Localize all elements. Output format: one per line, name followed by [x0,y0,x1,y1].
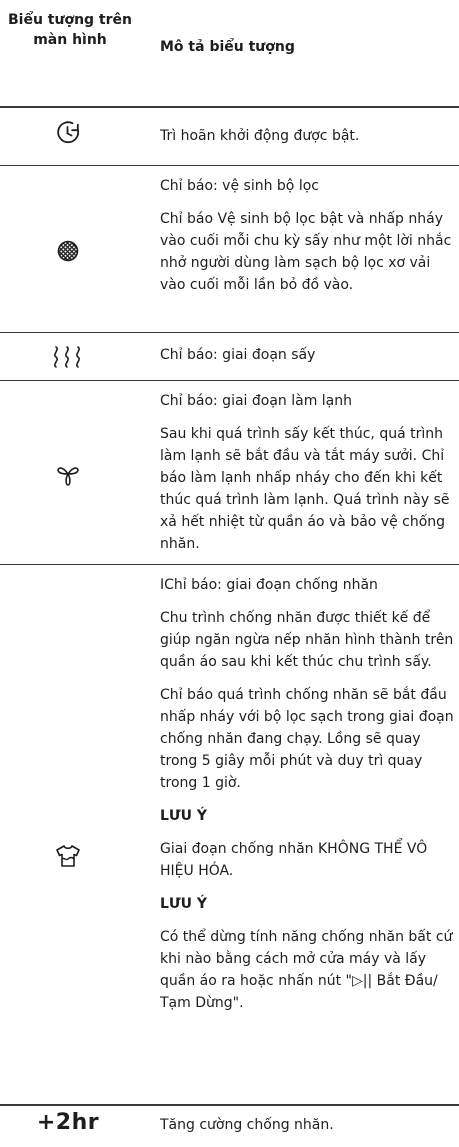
fan-icon [0,461,136,491]
header-description-column: Mô tả biểu tượng [160,39,295,55]
row-text: Trì hoãn khởi động được bật. [160,128,360,144]
filter-mesh-icon [0,240,136,266]
table-row [0,1106,459,1140]
shirt-icon [0,844,136,872]
table-row [0,166,459,332]
note-text: Giai đoạn chống nhăn KHÔNG THỂ VÔ HIỆU HÓA. [160,841,428,879]
note-label: LƯU Ý [160,896,207,912]
note-text: Có thể dừng tính năng chống nhăn bất cứ khi nào bằng cách mở cửa máy và lấy quần áo ra hoặc nhấn nút "▷|| Bắt Đầu/ Tạm Dừng". [160,929,453,1011]
row-text: Chỉ báo: giai đoạn sấy [160,347,316,363]
table-row [0,565,459,1065]
header-icon-column: Biểu tượng trên màn hình [7,12,132,48]
row-text: Chỉ báo: vệ sinh bộ lọc [160,178,319,194]
plus-2hr-label: +2hr [36,1110,100,1135]
table-row [0,333,459,380]
note-label: LƯU Ý [160,808,207,824]
row-text: Chỉ báo Vệ sinh bộ lọc bật và nhấp nháy vào cuối mỗi chu kỳ sấy như một lời nhắc nhở người dùng làm sạch bộ lọc xơ vải vào cuối mỗi lần bỏ đồ vào. [160,211,452,293]
row-text: Chỉ báo quá trình chống nhăn sẽ bắt đầu nhấp nháy với bộ lọc sạch trong giai đoạn chống nhăn đang chạy. Lồng sẽ quay trong 5 giây mỗi phút và duy trì quay trong 1 giờ. [160,687,454,791]
row-text: IChỉ báo: giai đoạn chống nhăn [160,577,378,593]
table-header [0,0,459,105]
row-text: Sau khi quá trình sấy kết thúc, quá trình làm lạnh sẽ bắt đầu và tắt máy sưởi. Chỉ báo làm lạnh nhấp nháy cho đến khi kết thúc quá trình làm lạnh. Quá trình này sẽ xả hết nhiệt từ quần áo và bảo vệ chống nhăn. [160,426,450,552]
table-row [0,381,459,564]
row-text: Tăng cường chống nhăn. [160,1117,334,1133]
row-text: Chỉ báo: giai đoạn làm lạnh [160,393,353,409]
heat-waves-icon [0,344,136,374]
delay-clock-icon [0,120,136,150]
row-text: Chu trình chống nhăn được thiết kế để giúp ngăn ngừa nếp nhăn hình thành trên quần áo sau khi kết thúc chu trình sấy. [160,610,454,670]
table-row [0,108,459,165]
